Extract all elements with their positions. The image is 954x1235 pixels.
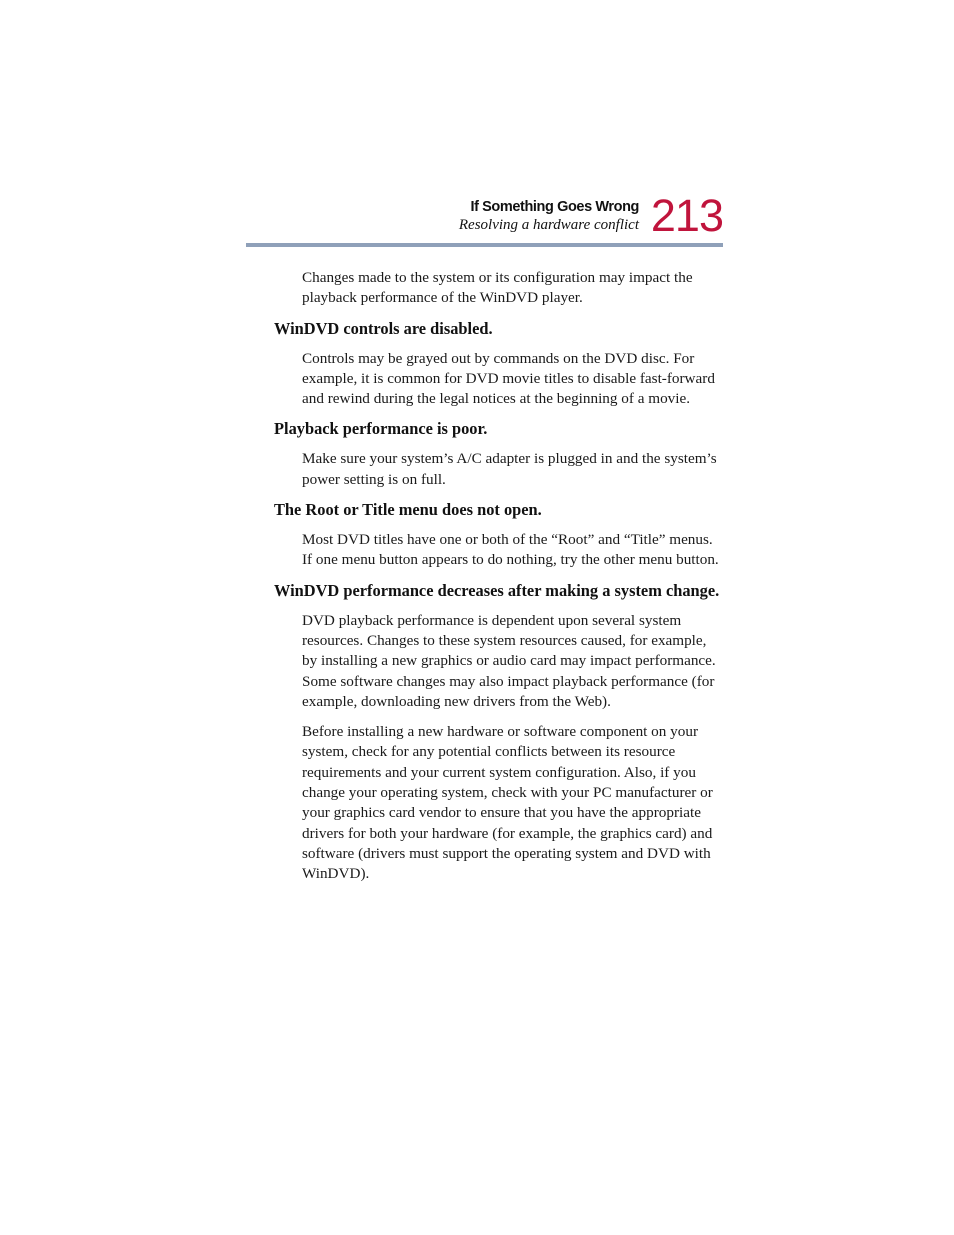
paragraph-before-installing: Before installing a new hardware or software component on your system, check for any potential conflicts between its resource requirements and your current system configuration. Also, if you change your operating system, check with your PC manufacturer or your graphics card vendor to ensure that you have the appropriate drivers for both your hardware (for example, the graphics card) and software (drivers must support the operating system and DVD with WinDVD).	[302, 723, 713, 883]
heading-menu-not-open: The Root or Title menu does not open.	[274, 500, 542, 520]
heading-playback-poor: Playback performance is poor.	[274, 419, 488, 439]
paragraph-menu-not-open: Most DVD titles have one or both of the “Root” and “Title” menus. If one menu button appears to do nothing, try the other menu button.	[302, 531, 719, 569]
page-body	[274, 268, 724, 885]
header-text	[459, 198, 639, 234]
page-number: 213	[650, 190, 723, 241]
paragraph-controls-disabled: Controls may be grayed out by commands on the DVD disc. For example, it is common for DVD movie titles to disable fast-forward and rewind during the legal notices at the beginning of a movie.	[302, 349, 715, 408]
intro-paragraph: Changes made to the system or its configuration may impact the playback performance of the WinDVD player.	[302, 269, 693, 307]
heading-controls-disabled: WinDVD controls are disabled.	[274, 318, 493, 338]
paragraph-playback-poor: Make sure your system’s A/C adapter is plugged in and the system’s power setting is on full.	[302, 450, 717, 488]
section-title: Resolving a hardware conflict	[458, 217, 639, 233]
running-header	[246, 192, 723, 248]
heading-performance-decreases: WinDVD performance decreases after making a system change.	[274, 580, 720, 600]
chapter-title: If Something Goes Wrong	[470, 199, 639, 215]
header-rule	[246, 243, 723, 247]
paragraph-performance-dependency: DVD playback performance is dependent upon several system resources. Changes to these system resources caused, for example, by installing a new graphics or audio card may impact performance. Some software changes may also impact playback performance (for example, downloading new drivers from the Web).	[302, 611, 716, 710]
